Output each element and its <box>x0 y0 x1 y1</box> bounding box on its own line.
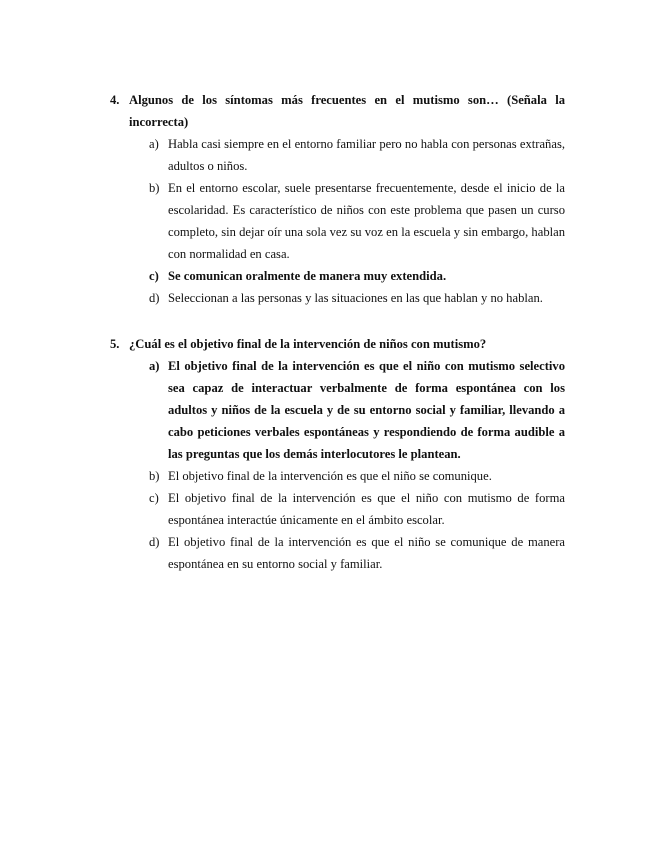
option-text: En el entorno escolar, suele presentarse frecuentemente, desde el inicio de la escolaridad. Es característico de niños con este problema que pasen un curso completo, sin dejar oír una sola vez su voz en la escuela y sin embargo, hablan con normalidad en casa. <box>168 181 565 261</box>
option-c <box>110 265 565 287</box>
question-number: 4. <box>110 93 120 107</box>
option-letter: d) <box>149 291 160 305</box>
option-letter: d) <box>149 535 160 549</box>
option-letter: a) <box>149 359 160 373</box>
option-letter: a) <box>149 137 159 151</box>
option-letter: b) <box>149 469 160 483</box>
option-list <box>110 355 565 575</box>
option-c <box>110 487 565 531</box>
option-letter: b) <box>149 181 160 195</box>
option-d <box>110 287 565 309</box>
option-text: El objetivo final de la intervención es que el niño se comunique de manera espontánea en su entorno social y familiar. <box>168 535 565 571</box>
option-text: Seleccionan a las personas y las situaciones en las que hablan y no hablan. <box>168 291 543 305</box>
option-a <box>110 133 565 177</box>
option-text: El objetivo final de la intervención es que el niño con mutismo selectivo sea capaz de interactuar verbalmente de forma espontánea con los adultos y niños de la escuela y de su entorno social y familiar, llevando a cabo peticiones verbales espontáneas y respondiendo de forma audible a las preguntas que los demás interlocutores le plantean. <box>168 359 565 461</box>
option-a <box>110 355 565 465</box>
option-text: Se comunican oralmente de manera muy extendida. <box>168 269 447 283</box>
question-text: ¿Cuál es el objetivo final de la intervención de niños con mutismo? <box>129 337 487 351</box>
option-list <box>110 133 565 309</box>
option-letter: c) <box>149 491 159 505</box>
option-d <box>110 531 565 575</box>
question-4 <box>110 89 565 309</box>
question-5 <box>110 333 565 575</box>
question-number: 5. <box>110 337 120 351</box>
option-text: El objetivo final de la intervención es que el niño con mutismo de forma espontánea interactúe únicamente en el ámbito escolar. <box>168 491 565 527</box>
question-text: Algunos de los síntomas más frecuentes en el mutismo son… (Señala la incorrecta) <box>129 93 565 129</box>
option-b <box>110 177 565 265</box>
option-text: Habla casi siempre en el entorno familiar pero no habla con personas extrañas, adultos o niños. <box>168 137 565 173</box>
option-text: El objetivo final de la intervención es que el niño se comunique. <box>168 469 492 483</box>
option-b <box>110 465 565 487</box>
option-letter: c) <box>149 269 159 283</box>
